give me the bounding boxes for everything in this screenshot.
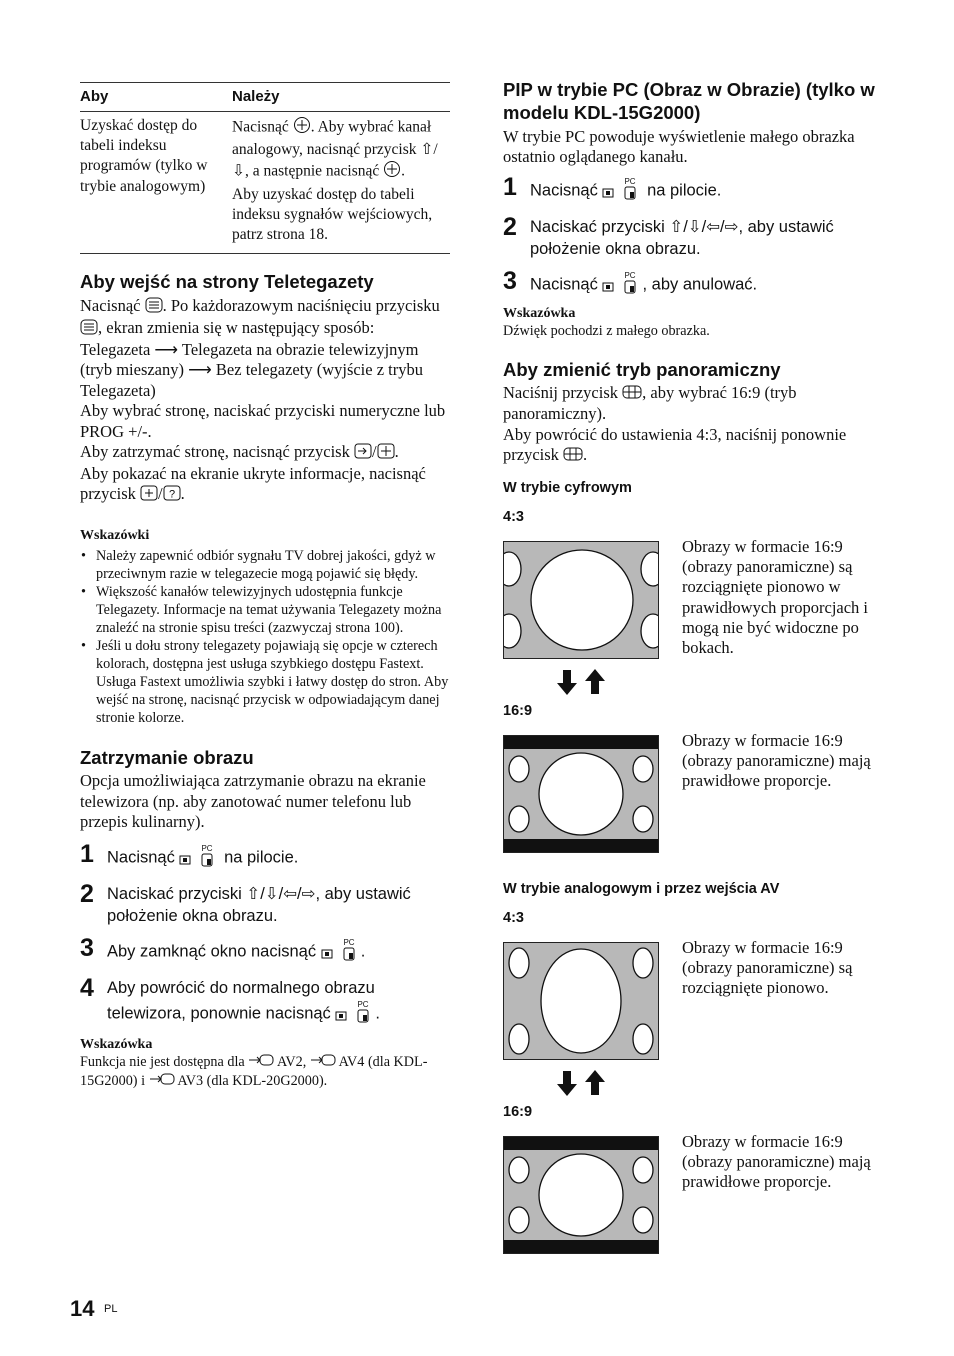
freeze-step-2 xyxy=(80,879,450,927)
step-text: . xyxy=(375,1003,380,1022)
page-language: PL xyxy=(104,1303,118,1315)
analog-43-description: Obrazy w formacie 16:9 (obrazy panoramiczne) są rozciągnięte pionowo. xyxy=(682,938,853,998)
step-text: Naciskać przyciski xyxy=(530,217,665,236)
text: Naciśnij przycisk xyxy=(503,382,619,402)
av-input-icon xyxy=(310,1053,336,1072)
pip-pc-icon xyxy=(602,176,642,206)
step-number: 3 xyxy=(80,933,94,962)
cell-text: . Aby wybrać kanał analogowy, nacisnąć przycisk xyxy=(232,118,432,159)
note-text: AV3 (dla KDL-20G2000). xyxy=(177,1072,328,1089)
up-down-toggle-icon xyxy=(557,668,607,701)
text: , ekran zmienia się w następujący sposób: xyxy=(98,318,375,338)
slash: / xyxy=(371,442,377,462)
step-text: na pilocie. xyxy=(224,847,299,866)
subpage-icon xyxy=(377,443,395,464)
teletext-paragraph: Nacisnąć . Po każdorazowym naciśnięciu przycisku , ekran zmienia się w następujący sposób: Telegazeta ⟶ Telegazeta na obrazie telewizyjnym (tryb mieszany) ⟶ Bez telegazety (wyjście z trybu Telegazeta) Aby wybrać stronę, naciskać przyciski numeryczne lub PROG +/-. Aby zatrzymać stronę, nacisnąć przycisk / . Aby pokazać na ekranie ukryte informacje, nacisnąć przycisk / ? . xyxy=(80,296,450,506)
note-text: Funkcja nie jest dostępna dla xyxy=(80,1053,245,1070)
freeze-step-4 xyxy=(80,973,450,1029)
cell-text: Aby uzyskać dostęp do tabeli indeksu sygnałów wejściowych, patrz strona 18. xyxy=(232,185,433,244)
pip-pc-icon xyxy=(602,270,642,300)
list-item: • Należy zapewnić odbiór sygnału TV dobrej jakości, gdyż w przeciwnym razie w telegazecie mogą pojawić się błędy. xyxy=(96,547,450,583)
up-down-toggle-icon xyxy=(557,1069,607,1102)
note-text: AV4 (dla KDL-15G2000) i xyxy=(80,1053,428,1089)
arrow-right-icon: ⟶ xyxy=(154,340,179,360)
digital-43-image xyxy=(503,541,659,659)
teletext-heading: Aby wejść na strony Teletegazety xyxy=(80,271,374,293)
crosshair-button-icon xyxy=(293,116,311,140)
step-text: . xyxy=(360,941,366,960)
analog-43-label: 4:3 xyxy=(503,910,524,926)
digital-169-description: Obrazy w formacie 16:9 (obrazy panoramiczne) mają prawidłowe proporcje. xyxy=(682,731,871,791)
digital-169-label: 16:9 xyxy=(503,703,533,719)
pip-pc-icon xyxy=(335,999,375,1029)
analog-169-description: Obrazy w formacie 16:9 (obrazy panoramiczne) mają prawidłowe proporcje. xyxy=(682,1132,871,1192)
digital-169-image xyxy=(503,735,659,853)
freeze-heading: Zatrzymanie obrazu xyxy=(80,747,254,769)
table-header-nalezy: Należy xyxy=(232,83,450,112)
step-text: na pilocie. xyxy=(647,181,722,200)
cell-text: , a następnie nacisnąć xyxy=(245,163,380,181)
page-number: 14 xyxy=(70,1296,95,1321)
text: Telegazeta na obrazie telewizyjnym (tryb mieszany) xyxy=(80,340,419,380)
list-item: • Większość kanałów telewizyjnych udostępnia funkcje Telegazety. Informacje na temat używania Telegazety można znaleźć na stronie spisu treści (zazwyczaj strona 100). xyxy=(96,583,450,637)
text: Aby zatrzymać stronę, nacisnąć przycisk xyxy=(80,442,350,462)
text: Nacisnąć xyxy=(80,296,141,316)
text: Aby pokazać na ekranie ukryte informacje, nacisnąć przycisk xyxy=(80,464,426,504)
svg-text:?: ? xyxy=(168,488,175,501)
step-text: Nacisnąć xyxy=(530,181,598,200)
text: Bez telegazety (wyjście z trybu Telegazeta) xyxy=(80,360,423,400)
digital-43-label: 4:3 xyxy=(503,509,524,525)
analog-169-label: 16:9 xyxy=(503,1104,533,1120)
freeze-intro: Opcja umożliwiająca zatrzymanie obrazu na ekranie telewizora (np. aby zanotować numer telefonu lub przepis kulinarny). xyxy=(80,771,426,832)
action-table xyxy=(80,82,450,254)
step-text: Aby zamknąć okno nacisnąć xyxy=(107,941,317,960)
teletext-icon xyxy=(145,297,163,318)
step-text: Naciskać przyciski xyxy=(107,884,242,903)
step-text: , aby ustawić położenie okna obrazu. xyxy=(530,217,834,258)
svg-text:PC: PC xyxy=(201,843,214,853)
svg-text:PC: PC xyxy=(343,937,355,947)
teletext-icon xyxy=(80,319,98,340)
step-text: Nacisnąć xyxy=(530,275,598,294)
wide-paragraph xyxy=(503,383,883,467)
svg-text:PC: PC xyxy=(624,176,637,186)
direction-arrows-icon: ⇧/⇩/⇦/⇨ xyxy=(246,884,316,903)
slash: / xyxy=(158,484,163,504)
table-cell-action: Uzyskać dostęp do tabeli indeksu programów (tylko w trybie analogowym) xyxy=(80,112,232,254)
cell-text: Nacisnąć xyxy=(232,118,289,136)
teletext-notes-title: Wskazówki xyxy=(80,528,150,544)
question-icon xyxy=(163,485,181,506)
step-text: , aby anulować. xyxy=(642,275,758,294)
left-column xyxy=(80,82,450,1091)
wide-mode-icon xyxy=(563,446,583,466)
arrow-right-icon: ⟶ xyxy=(188,360,212,380)
pip-pc-icon xyxy=(321,937,361,967)
pip-note-title: Wskazówka xyxy=(503,305,576,321)
wide-heading: Aby zmienić tryb panoramiczny xyxy=(503,358,781,380)
crosshair-button-icon xyxy=(383,160,401,184)
hold-icon xyxy=(354,443,372,464)
freeze-step-1 xyxy=(80,839,450,873)
pip-intro: W trybie PC powoduje wyświetlenie małego obrazka ostatnio oglądanego kanału. xyxy=(503,127,855,167)
analog-43-image xyxy=(503,942,659,1060)
direction-arrows-icon: ⇧/⇩/⇦/⇨ xyxy=(669,217,739,236)
digital-mode-title: W trybie cyfrowym xyxy=(503,480,632,496)
text: . Po każdorazowym naciśnięciu przycisku xyxy=(162,296,440,316)
pip-step-1 xyxy=(503,172,883,206)
reveal-icon xyxy=(140,485,158,506)
text: Aby powrócić do ustawienia 4:3, naciśnij ponownie przycisk xyxy=(503,424,847,465)
svg-text:PC: PC xyxy=(624,270,637,280)
teletext-notes xyxy=(80,547,450,727)
freeze-step-3 xyxy=(80,933,450,967)
list-item: • Jeśli u dołu strony telegazety pojawiają się opcje w czterech kolorach, dostępna jest usługa szybkiego dostępu Fastext. Usługa Fastext umożliwia szybki i łatwy dostęp do stron. Aby wejść na stronę, nacisnąć przycisk w odpowiadającym danej stronie kolorze. xyxy=(96,637,450,727)
av-input-icon xyxy=(149,1072,175,1091)
step-number: 4 xyxy=(80,973,94,1002)
freeze-note-title: Wskazówka xyxy=(80,1036,153,1052)
step-number: 1 xyxy=(80,839,94,868)
table-header-aby: Aby xyxy=(80,83,232,112)
digital-43-description: Obrazy w formacie 16:9 (obrazy panoramiczne) są rozciągnięte pionowo w prawidłowych proporcjach i mogą nie być widoczne po bokach. xyxy=(682,537,869,658)
step-number: 3 xyxy=(503,266,517,295)
svg-text:PC: PC xyxy=(357,999,369,1009)
step-text: Aby powrócić do normalnego obrazu telewizora, ponownie nacisnąć xyxy=(107,978,375,1022)
table-row xyxy=(80,112,450,254)
text: . xyxy=(583,445,588,465)
step-text: , aby ustawić położenie okna obrazu. xyxy=(107,884,411,925)
step-number: 2 xyxy=(80,879,94,908)
up-down-arrows-icon: ⇧/⇩ xyxy=(232,141,438,181)
step-number: 1 xyxy=(503,172,517,201)
av-input-icon xyxy=(248,1053,274,1072)
analog-169-image xyxy=(503,1136,659,1254)
text: , aby wybrać 16:9 (tryb panoramiczny). xyxy=(503,382,797,424)
pip-heading: PIP w trybie PC (Obraz w Obrazie) (tylko w modelu KDL-15G2000) xyxy=(503,79,875,123)
freeze-note xyxy=(80,1053,450,1091)
pip-pc-icon xyxy=(179,843,219,873)
step-text: Nacisnąć xyxy=(107,847,175,866)
analog-mode-title: W trybie analogowym i przez wejścia AV xyxy=(503,881,780,897)
table-cell-instruction: Nacisnąć . Aby wybrać kanał analogowy, nacisnąć przycisk ⇧/⇩, a następnie nacisnąć . Aby uzyskać dostęp do tabeli indeksu sygnałów wejściowych, patrz strona 18. xyxy=(232,112,450,254)
text: Telegazeta xyxy=(80,340,151,360)
pip-step-2 xyxy=(503,212,883,260)
right-column xyxy=(503,78,883,466)
wide-mode-icon xyxy=(622,384,642,404)
note-text: AV2, xyxy=(277,1053,307,1070)
pip-note: Dźwięk pochodzi z małego obrazka. xyxy=(503,322,710,339)
text: Aby wybrać stronę, naciskać przyciski numeryczne lub PROG +/-. xyxy=(80,401,446,441)
step-number: 2 xyxy=(503,212,517,241)
pip-step-3 xyxy=(503,266,883,300)
